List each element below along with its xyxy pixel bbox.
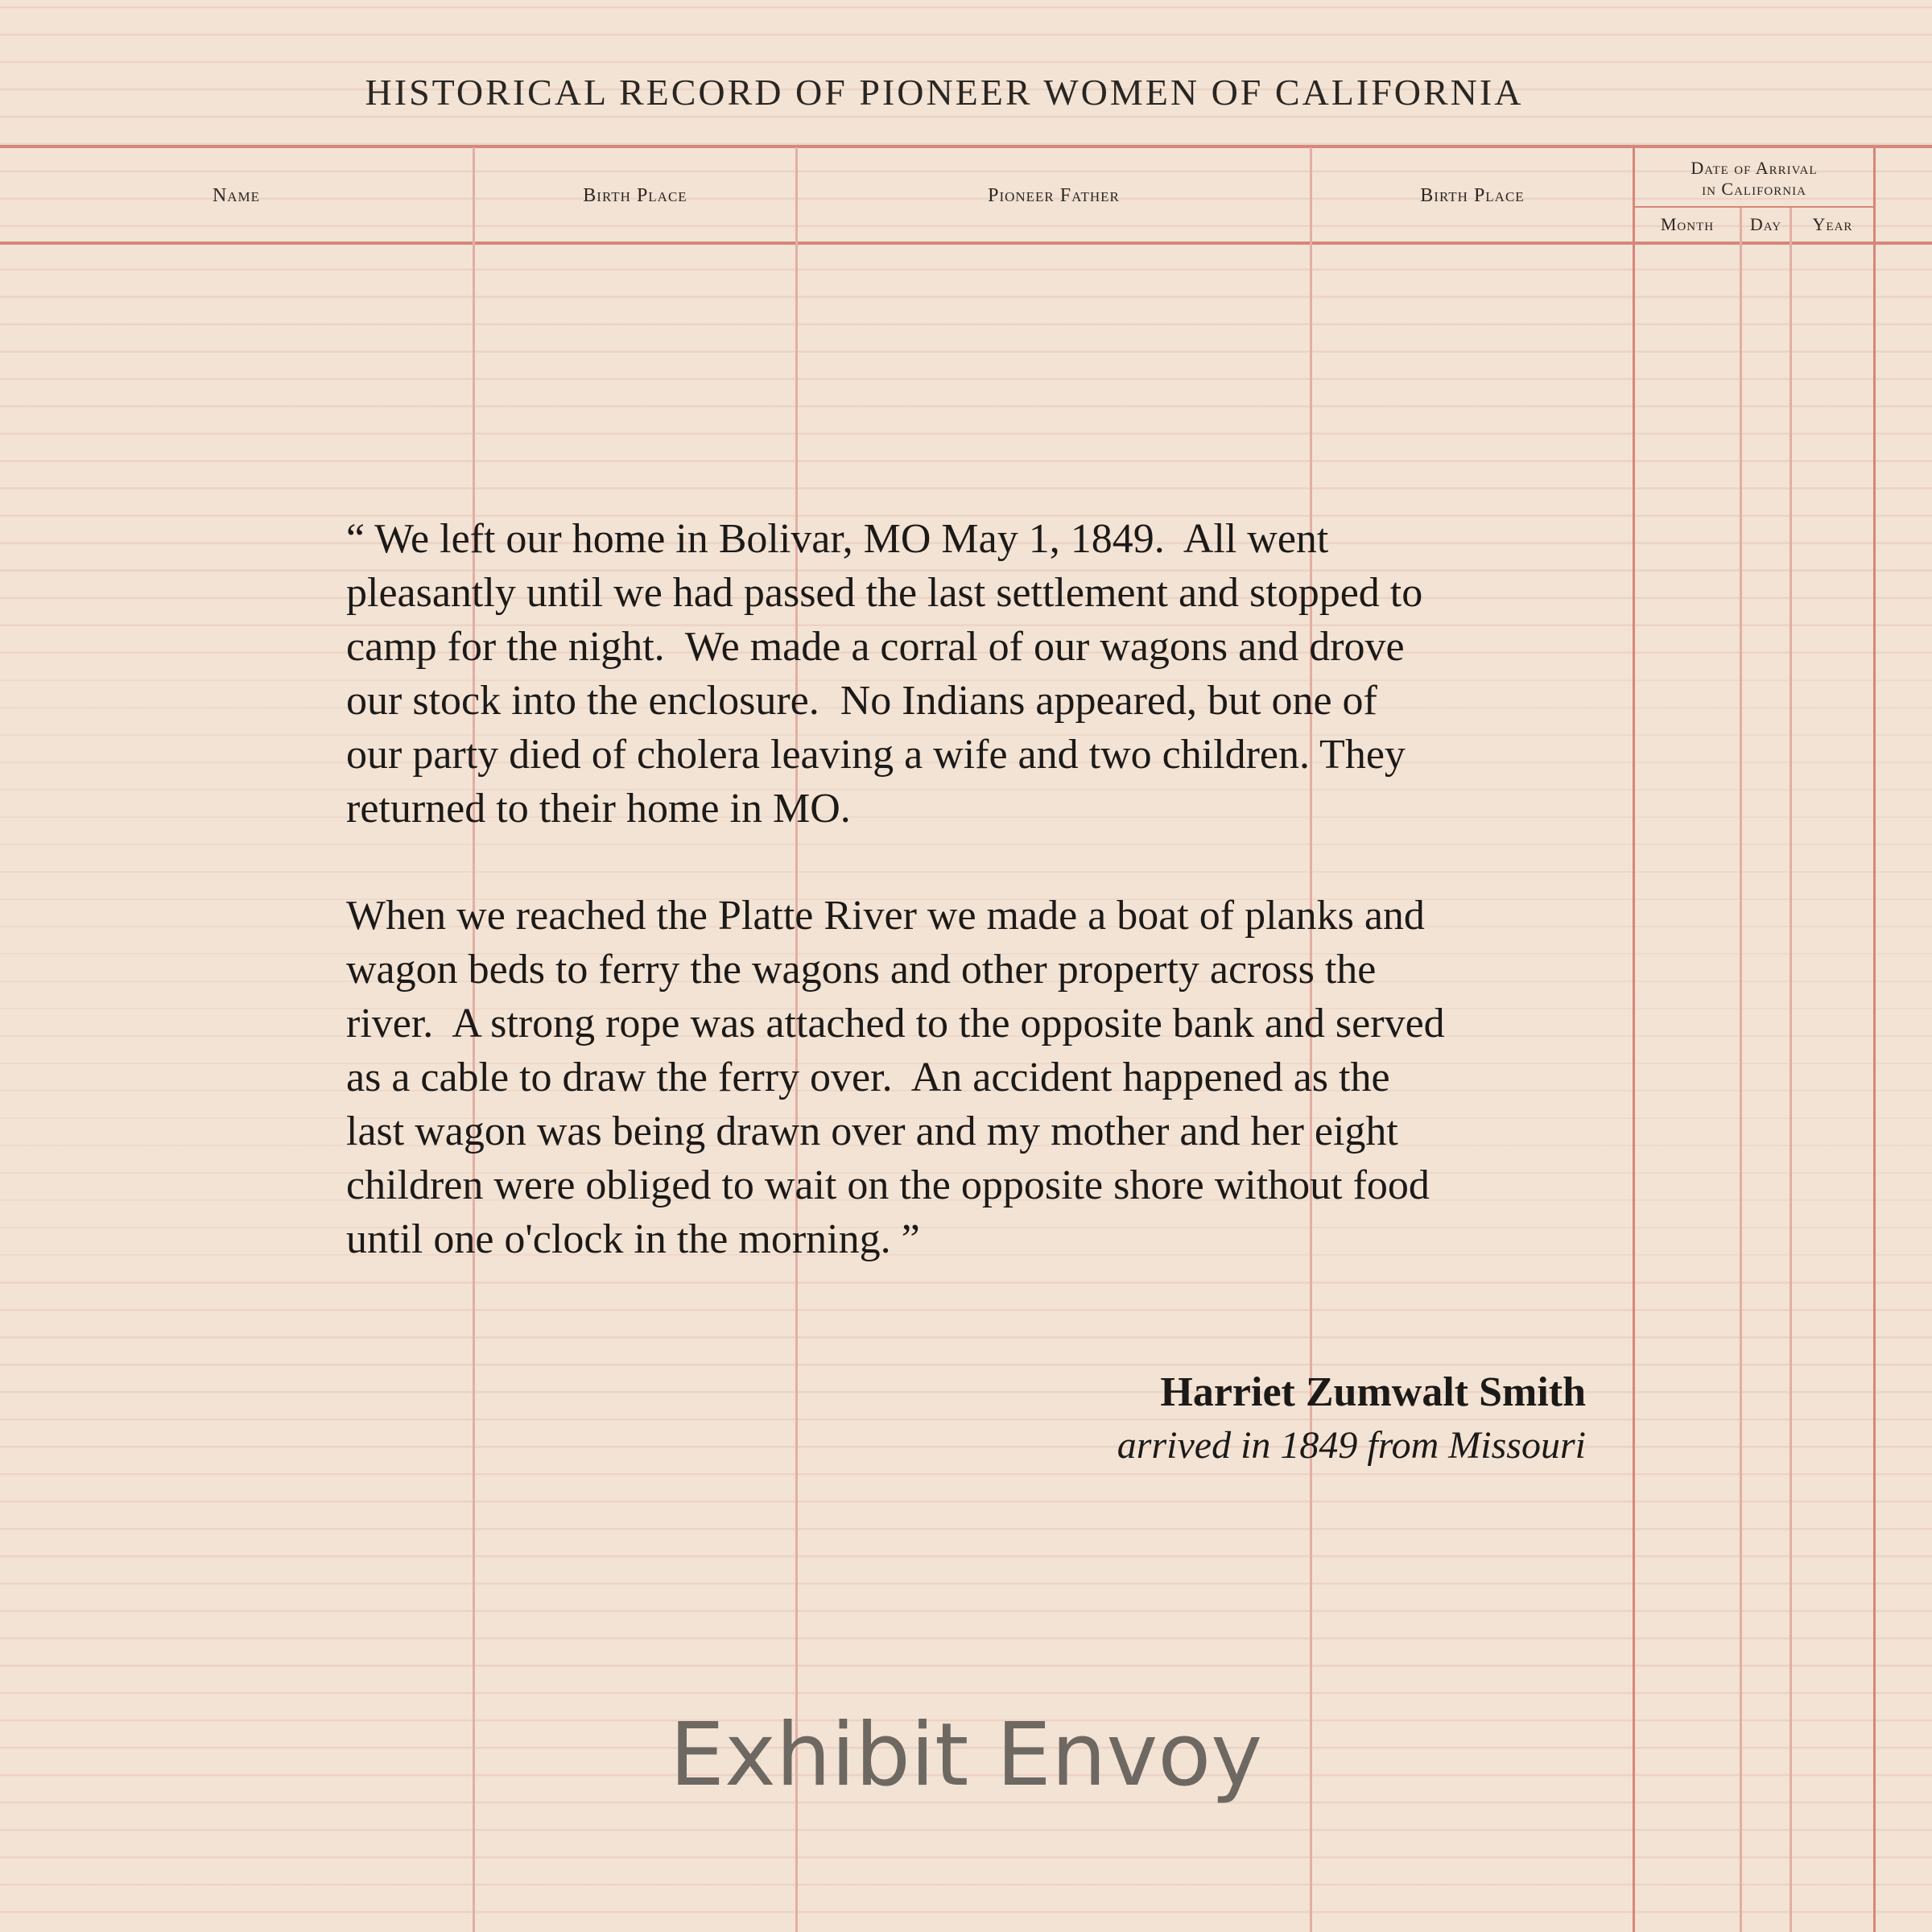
author-arrival: arrived in 1849 from Missouri xyxy=(1117,1424,1586,1467)
date-of-arrival-line2: in California xyxy=(1702,179,1806,199)
date-of-arrival-line1: Date of Arrival xyxy=(1690,158,1818,178)
column-divider xyxy=(1790,208,1792,1932)
quote-paragraph-1: “ We left our home in Bolivar, MO May 1, 1849. All went pleasantly until we had passed the last settlement and stopped to camp for the night. We made a corral of our wagons and drove our stock into the enclosure. No Indians appeared, but one of our party died of cholera leaving a wife and two children. They returned to their home in MO. xyxy=(346,516,1423,832)
column-header-name: Name xyxy=(212,185,261,206)
author-name: Harriet Zumwalt Smith xyxy=(1160,1369,1586,1415)
brand-watermark: Exhibit Envoy xyxy=(669,1705,1263,1806)
quote-block xyxy=(346,512,1602,1319)
column-header-date-of-arrival xyxy=(1635,158,1873,200)
page-title: HISTORICAL RECORD OF PIONEER WOMEN OF CALIFORNIA xyxy=(365,72,1524,113)
column-header-day: Day xyxy=(1749,214,1782,234)
column-header-year: Year xyxy=(1812,214,1853,234)
date-subheader-rule xyxy=(1633,206,1875,208)
column-divider xyxy=(1873,147,1876,1932)
header-bottom-rule xyxy=(0,242,1932,245)
column-header-birth-place: Birth Place xyxy=(583,185,687,206)
column-header-father-birth-place: Birth Place xyxy=(1420,185,1525,206)
column-divider xyxy=(1633,147,1635,1932)
quote-paragraph-2: When we reached the Platte River we made a boat of planks and wagon beds to ferry the wagons and other property across the river. A strong rope was attached to the opposite bank and served as a cable to draw the ferry over. An accident happened as the last wagon was being drawn over and my mother and her eight children were obliged to wait on the opposite shore without food until one o'clock in the morning. ” xyxy=(346,893,1445,1262)
column-header-month: Month xyxy=(1660,214,1715,234)
column-divider xyxy=(1740,208,1742,1932)
header-top-rule xyxy=(0,145,1932,148)
column-header-pioneer-father: Pioneer Father xyxy=(988,185,1120,206)
